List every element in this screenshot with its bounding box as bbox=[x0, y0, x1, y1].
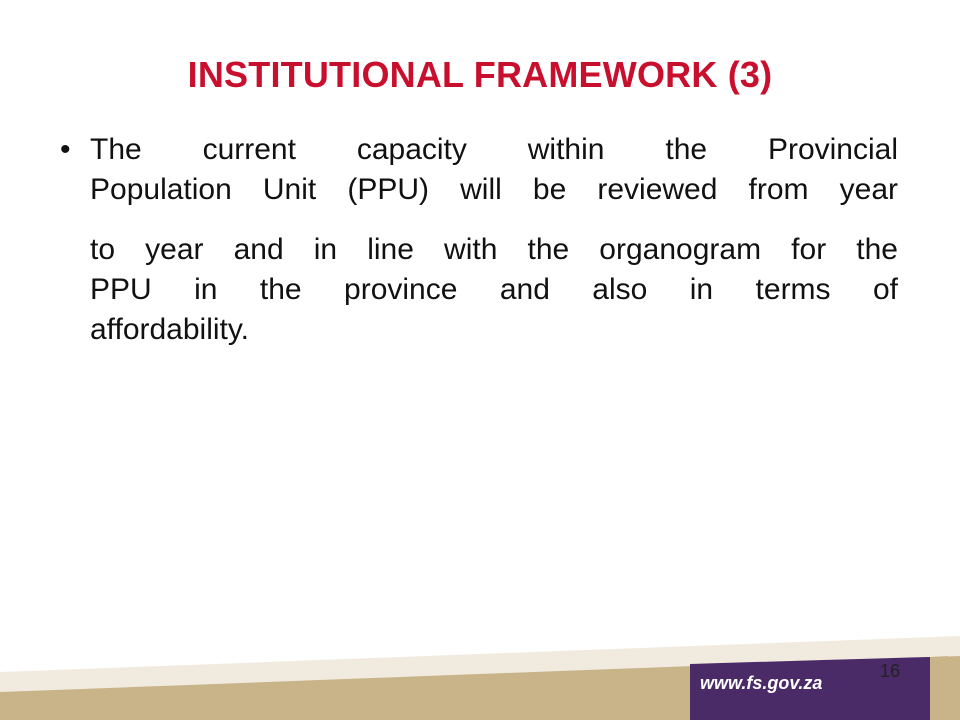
body-line-5: affordability. bbox=[90, 313, 249, 346]
body-line-3: to year and in line with the organogram for the bbox=[90, 233, 898, 266]
bullet-icon: • bbox=[60, 133, 71, 166]
slide-title: INSTITUTIONAL FRAMEWORK (3) bbox=[187, 54, 773, 95]
footer-url[interactable]: www.fs.gov.za bbox=[700, 673, 823, 693]
body-line-2: Population Unit (PPU) will be reviewed from year bbox=[90, 173, 898, 206]
page-number: 16 bbox=[880, 661, 901, 681]
body-line-1: The current capacity within the Provincial bbox=[90, 133, 898, 166]
body-line-4: PPU in the province and also in terms of bbox=[90, 273, 898, 306]
